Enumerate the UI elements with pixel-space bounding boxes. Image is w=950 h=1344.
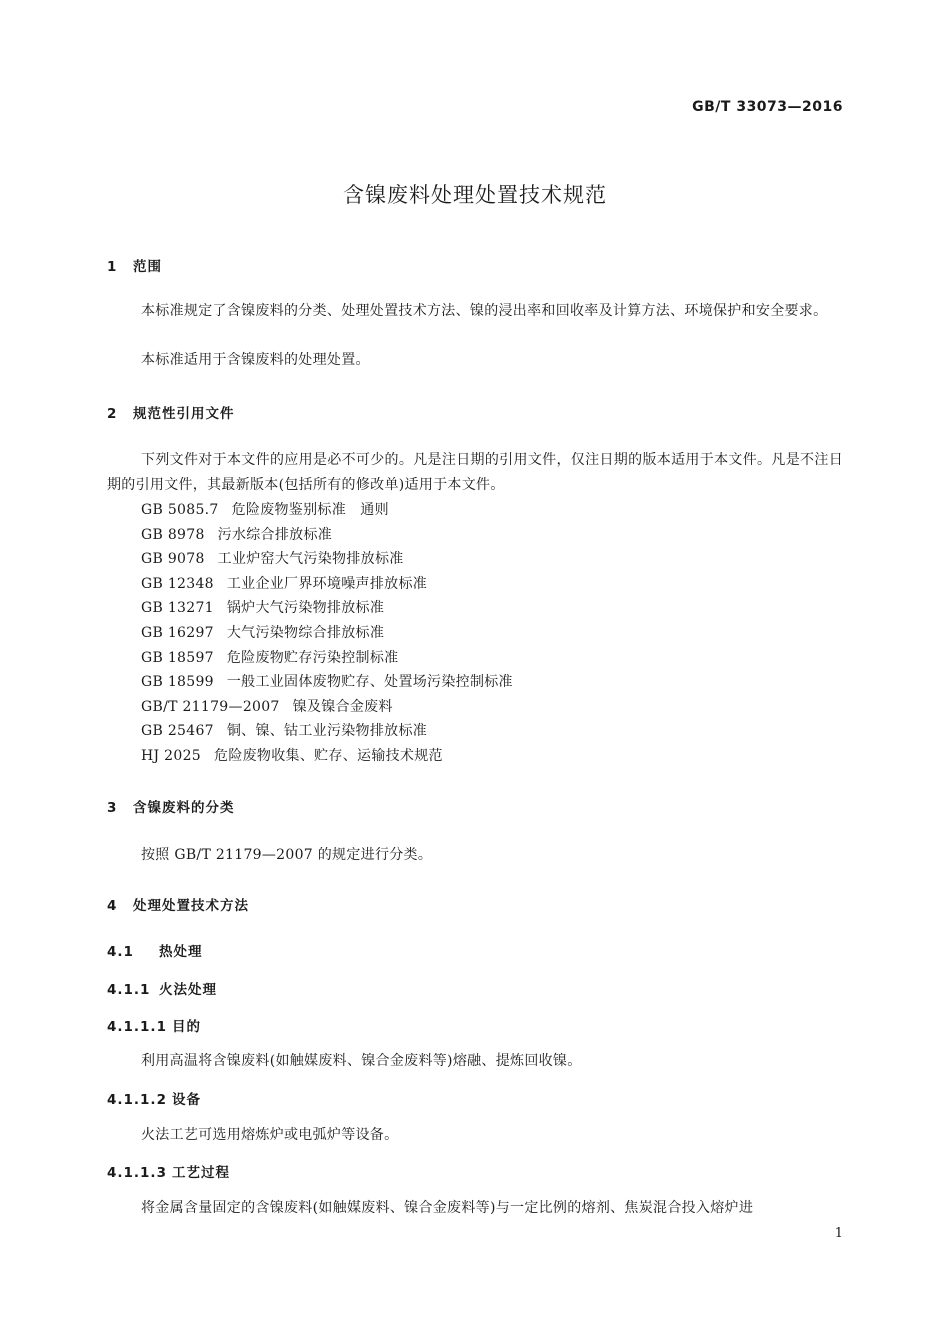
reference-code: GB 18599 (141, 674, 214, 690)
section-number: 4.1.1.1 (107, 1019, 167, 1035)
section-title: 热处理 (159, 944, 203, 960)
section-title: 处理处置技术方法 (133, 898, 249, 914)
section-number: 3 (107, 800, 118, 816)
reference-title: 锅炉大气污染物排放标准 (226, 600, 385, 616)
reference-item (141, 548, 404, 568)
section-number: 4.1.1.3 (107, 1165, 167, 1181)
section-number: 4 (107, 898, 118, 914)
section-title: 规范性引用文件 (133, 406, 235, 422)
reference-code: GB 12348 (141, 576, 214, 592)
reference-item (141, 671, 513, 691)
section-3-paragraph-1: 按照 GB/T 21179—2007 的规定进行分类。 (141, 847, 433, 863)
section-number: 4.1 (107, 944, 134, 960)
reference-title: 危险废物收集、贮存、运输技术规范 (214, 748, 443, 764)
reference-title: 铜、镍、钴工业污染物排放标准 (226, 723, 428, 739)
document-title: 含镍废料处理处置技术规范 (343, 183, 607, 207)
section-title: 范围 (133, 259, 162, 275)
subsection-4-1-1-heading (107, 978, 217, 998)
section-2-paragraph-1: 下列文件对于本文件的应用是必不可少的。凡是注日期的引用文件，仅注日期的版本适用于本文件。凡是不注日期的引用文件，其最新版本(包括所有的修改单)适用于本文件。 (107, 452, 843, 493)
subsection-4-1-1-2-paragraph: 火法工艺可选用熔炼炉或电弧炉等设备。 (141, 1127, 399, 1143)
section-number: 2 (107, 406, 118, 422)
section-1-heading (107, 255, 162, 275)
reference-code: GB 13271 (141, 600, 214, 616)
standard-code: GB/T 33073—2016 (692, 99, 843, 115)
reference-item (141, 720, 427, 740)
reference-item (141, 622, 384, 642)
reference-item (141, 647, 398, 667)
reference-item (141, 696, 393, 716)
section-title: 工艺过程 (172, 1165, 230, 1181)
section-1-paragraph-1: 本标准规定了含镍废料的分类、处理处置技术方法、镍的浸出率和回收率及计算方法、环境保护和安全要求。 (141, 303, 828, 319)
reference-item (141, 597, 384, 617)
subsection-4-1-1-1-heading (107, 1015, 201, 1035)
reference-title: 镍及镍合金废料 (292, 699, 393, 715)
reference-title: 工业企业厂界环境噪声排放标准 (226, 576, 428, 592)
reference-code: GB 5085.7 (141, 502, 219, 518)
reference-title: 污水综合排放标准 (217, 527, 333, 543)
reference-item (141, 573, 427, 593)
reference-item (141, 499, 389, 519)
section-3-heading (107, 796, 235, 816)
reference-item (141, 745, 443, 765)
reference-code: GB 18597 (141, 650, 214, 666)
reference-code: GB 8978 (141, 527, 205, 543)
reference-code: GB/T 21179—2007 (141, 699, 280, 715)
section-title: 含镍废料的分类 (133, 800, 235, 816)
reference-code: HJ 2025 (141, 748, 202, 764)
subsection-4-1-1-3-heading (107, 1161, 230, 1181)
section-title: 目的 (172, 1019, 201, 1035)
reference-title: 一般工业固体废物贮存、处置场污染控制标准 (226, 674, 513, 690)
subsection-4-1-1-3-paragraph: 将金属含量固定的含镍废料(如触媒废料、镍合金废料等)与一定比例的熔剂、焦炭混合投入熔炉进 (141, 1200, 754, 1216)
section-title: 火法处理 (159, 982, 217, 998)
section-4-heading (107, 894, 249, 914)
reference-title: 危险废物鉴别标准 通则 (231, 502, 389, 518)
subsection-4-1-1-1-paragraph: 利用高温将含镍废料(如触媒废料、镍合金废料等)熔融、提炼回收镍。 (141, 1053, 582, 1069)
section-title: 设备 (172, 1092, 201, 1108)
section-2-heading (107, 402, 235, 422)
subsection-4-1-1-2-heading (107, 1088, 201, 1108)
reference-code: GB 25467 (141, 723, 214, 739)
section-number: 1 (107, 259, 118, 275)
reference-code: GB 9078 (141, 551, 205, 567)
reference-title: 工业炉窑大气污染物排放标准 (217, 551, 404, 567)
reference-title: 大气污染物综合排放标准 (226, 625, 385, 641)
section-number: 4.1.1.2 (107, 1092, 167, 1108)
subsection-4-1-heading (107, 940, 203, 960)
section-number: 4.1.1 (107, 982, 151, 998)
page-number: 1 (834, 1226, 843, 1241)
section-1-paragraph-2: 本标准适用于含镍废料的处理处置。 (141, 352, 370, 368)
reference-item (141, 524, 332, 544)
reference-code: GB 16297 (141, 625, 214, 641)
reference-title: 危险废物贮存污染控制标准 (226, 650, 399, 666)
